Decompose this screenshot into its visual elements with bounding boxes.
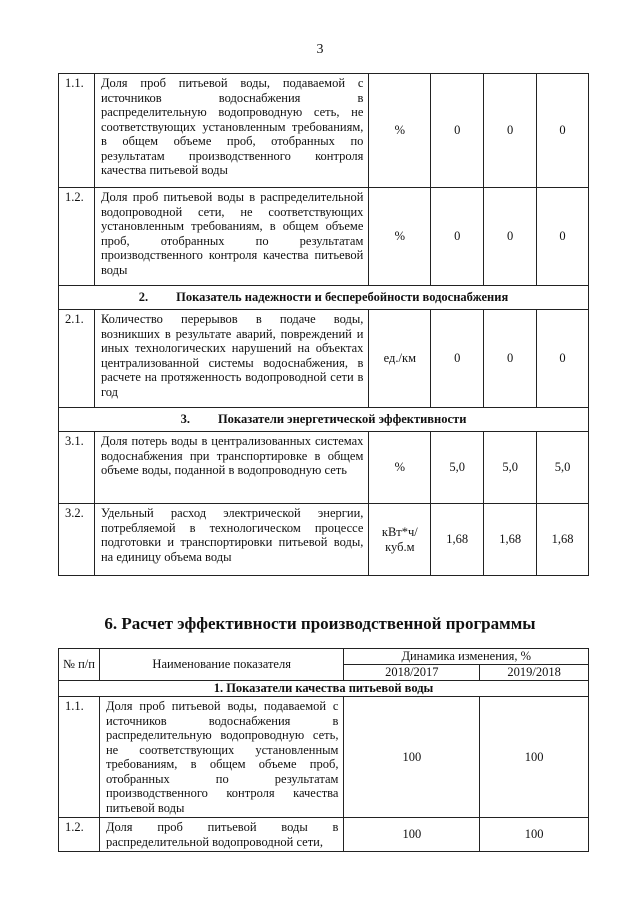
value-cell: 0 <box>537 74 589 188</box>
value-cell: 1,68 <box>431 504 484 576</box>
indicator-description: Доля проб питьевой воды в распределительной водопроводной сети, не соответствующих установленным требованиям, в общем объеме проб, отобранных по результатам производственного контроля качества питьевой воды <box>94 188 368 286</box>
column-header-name: Наименование показателя <box>99 649 344 681</box>
value-cell: 100 <box>344 697 480 818</box>
value-cell: 0 <box>484 188 537 286</box>
indicator-description: Доля проб питьевой воды, подаваемой с источников водоснабжения в распределительную водопроводную сеть, не соответствующих установленным требованиям, в общем объеме проб, отобранных по результатам производственного контроля качества питьевой воды <box>99 697 344 818</box>
value-cell: 5,0 <box>431 432 484 504</box>
indicator-description: Количество перерывов в подаче воды, возникших в результате аварий, повреждений и иных технологических нарушений на объектах централизованной системы водоснабжения, в расчете на протяженность водопроводной сети в год <box>94 310 368 408</box>
section-heading: 1. Показатели качества питьевой воды <box>59 681 589 697</box>
value-cell: 0 <box>537 188 589 286</box>
header-row <box>59 649 589 665</box>
section-6-heading: 6. Расчет эффективности производственной программы <box>104 614 536 633</box>
table-row <box>59 432 589 504</box>
value-cell: 5,0 <box>537 432 589 504</box>
unit-cell: % <box>369 74 431 188</box>
indicators-table <box>58 73 589 576</box>
row-number: 1.1. <box>59 74 95 188</box>
row-number: 3.2. <box>59 504 95 576</box>
value-cell: 0 <box>537 310 589 408</box>
value-cell: 100 <box>344 818 480 852</box>
page-number: 3 <box>316 42 324 57</box>
value-cell: 1,68 <box>484 504 537 576</box>
value-cell: 0 <box>484 74 537 188</box>
value-cell: 0 <box>431 188 484 286</box>
section-number: 3. <box>180 412 190 427</box>
value-cell: 0 <box>431 74 484 188</box>
value-cell: 100 <box>480 697 589 818</box>
indicator-description: Удельный расход электрической энергии, потребляемой в технологическом процессе подготовки и транспортировки питьевой воды, на единицу объема воды <box>94 504 368 576</box>
section-row <box>59 408 589 432</box>
value-cell: 0 <box>484 310 537 408</box>
value-cell: 0 <box>431 310 484 408</box>
indicator-description: Доля проб питьевой воды, подаваемой с источников водоснабжения в распределительную водопроводную сеть, не соответствующих установленным требованиям, в общем объеме проб, отобранных по результатам производственного контроля качества питьевой воды <box>94 74 368 188</box>
indicator-description: Доля потерь воды в централизованных системах водоснабжения при транспортировке в общем объеме воды, поданной в водопроводную сеть <box>94 432 368 504</box>
table-row <box>59 310 589 408</box>
section-title: Показатель надежности и бесперебойности водоснабжения <box>176 290 509 305</box>
row-number: 2.1. <box>59 310 95 408</box>
unit-cell: % <box>369 188 431 286</box>
unit-cell: кВт*ч/ куб.м <box>369 504 431 576</box>
row-number: 1.2. <box>59 188 95 286</box>
row-number: 1.1. <box>59 697 100 818</box>
column-header-year: 2018/2017 <box>344 665 480 681</box>
value-cell: 1,68 <box>537 504 589 576</box>
indicator-description: Доля проб питьевой воды в распределительной водопроводной сети, <box>99 818 344 852</box>
row-number: 1.2. <box>59 818 100 852</box>
column-header-number: № п/п <box>59 649 100 681</box>
section-heading <box>59 286 589 310</box>
value-cell: 5,0 <box>484 432 537 504</box>
section-row <box>59 681 589 697</box>
section-heading <box>59 408 589 432</box>
column-header-dynamics: Динамика изменения, % <box>344 649 589 665</box>
table-row <box>59 504 589 576</box>
value-cell: 100 <box>480 818 589 852</box>
row-number: 3.1. <box>59 432 95 504</box>
column-header-year: 2019/2018 <box>480 665 589 681</box>
section-row <box>59 286 589 310</box>
table-row <box>59 188 589 286</box>
efficiency-table <box>58 648 589 852</box>
table-row <box>59 74 589 188</box>
section-title: Показатели энергетической эффективности <box>217 412 467 427</box>
table-row <box>59 818 589 852</box>
unit-cell: ед./км <box>369 310 431 408</box>
unit-cell: % <box>369 432 431 504</box>
table-row <box>59 697 589 818</box>
section-number: 2. <box>138 290 149 305</box>
